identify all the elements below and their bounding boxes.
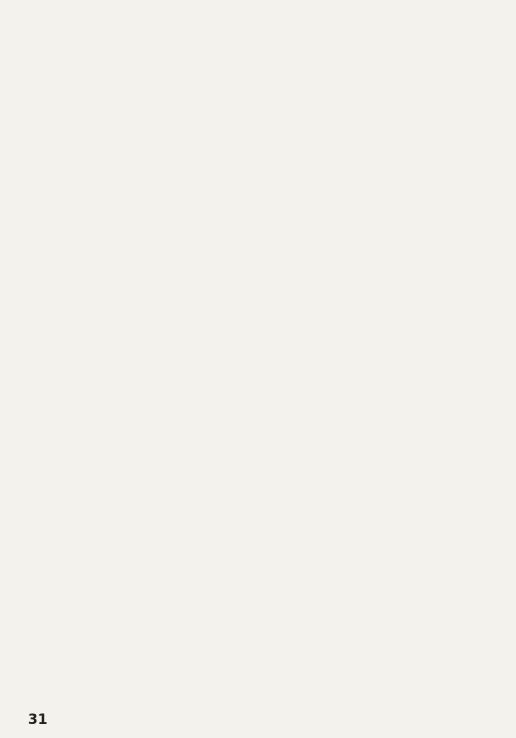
lower-text-block — [42, 380, 490, 696]
page-number: 31 — [28, 712, 48, 728]
upper-text-block — [42, 36, 490, 354]
